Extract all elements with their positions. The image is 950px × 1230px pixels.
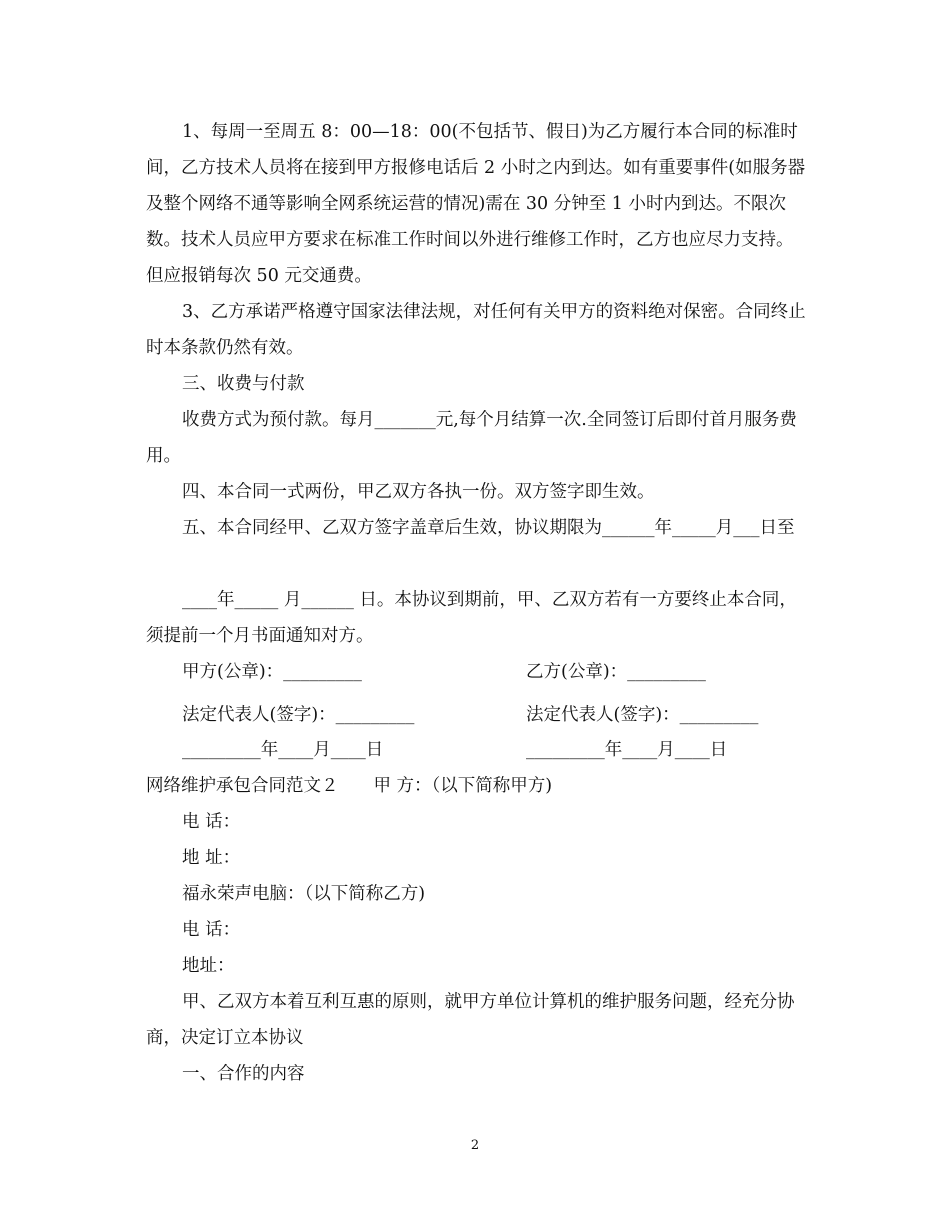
party-a-address: 地 址：	[182, 848, 241, 868]
fee-paragraph: 收费方式为预付款。每月_______元,每个月结算一次.全同签订后即付首月服务费用。	[146, 410, 797, 466]
agreement-intro: 甲、乙双方本着互利互惠的原则，就甲方单位计算机的维护服务问题，经充分协商，决定订立本协议	[146, 992, 795, 1048]
party-a-seal: 甲方(公章)：_________	[182, 662, 362, 682]
section-2-title: 网络维护承包合同范文２ 甲 方：（以下简称甲方)	[146, 776, 553, 796]
party-b-phone: 电 话：	[182, 920, 241, 940]
page-number: 2	[470, 1138, 480, 1153]
clause-3: 3、乙方承诺严格遵守国家法律法规，对任何有关甲方的资料绝对保密。合同终止时本条款仍然有效。	[146, 302, 806, 358]
party-a-representative: 法定代表人(签字)：_________	[182, 705, 415, 725]
clause-5-term: 五、本合同经甲、乙双方签字盖章后生效，协议期限为______年_____月___日至	[182, 518, 795, 538]
party-b-representative: 法定代表人(签字)：_________	[526, 705, 759, 725]
clause-5-termination: ____年_____ 月______ 日。本协议到期前，甲、乙双方若有一方要终止本合同， 须提前一个月书面通知对方。	[146, 590, 797, 646]
party-b-date: _________年____月____日	[526, 740, 728, 760]
party-a-phone: 电 话：	[182, 812, 241, 832]
section-heading-fees: 三、收费与付款	[182, 374, 305, 394]
clause-4: 四、本合同一式两份，甲乙双方各执一份。双方签字即生效。	[182, 482, 655, 502]
section-heading-cooperation: 一、合作的内容	[182, 1064, 305, 1084]
clause-1: 1、每周一至周五 8：00—18：00(不包括节、假日)为乙方履行本合同的标准时间，乙方技术人员将在接到甲方报修电话后 2 小时之内到达。如有重要事件(如服务器及整个网络不通等影响全网系统运营的情况)需在 30 分钟至 1 小时内到达。不限次数。技术人员应甲方要求在标准工作时间以外进行维修工作时，乙方也应尽力支持。但应报销每次 50 元交通费。	[146, 122, 806, 286]
party-b-address: 地址：	[182, 956, 235, 976]
party-b-name: 福永荣声电脑：（以下简称乙方)	[182, 884, 426, 904]
party-b-seal: 乙方(公章)：_________	[526, 662, 706, 682]
party-a-date: _________年____月____日	[182, 740, 384, 760]
